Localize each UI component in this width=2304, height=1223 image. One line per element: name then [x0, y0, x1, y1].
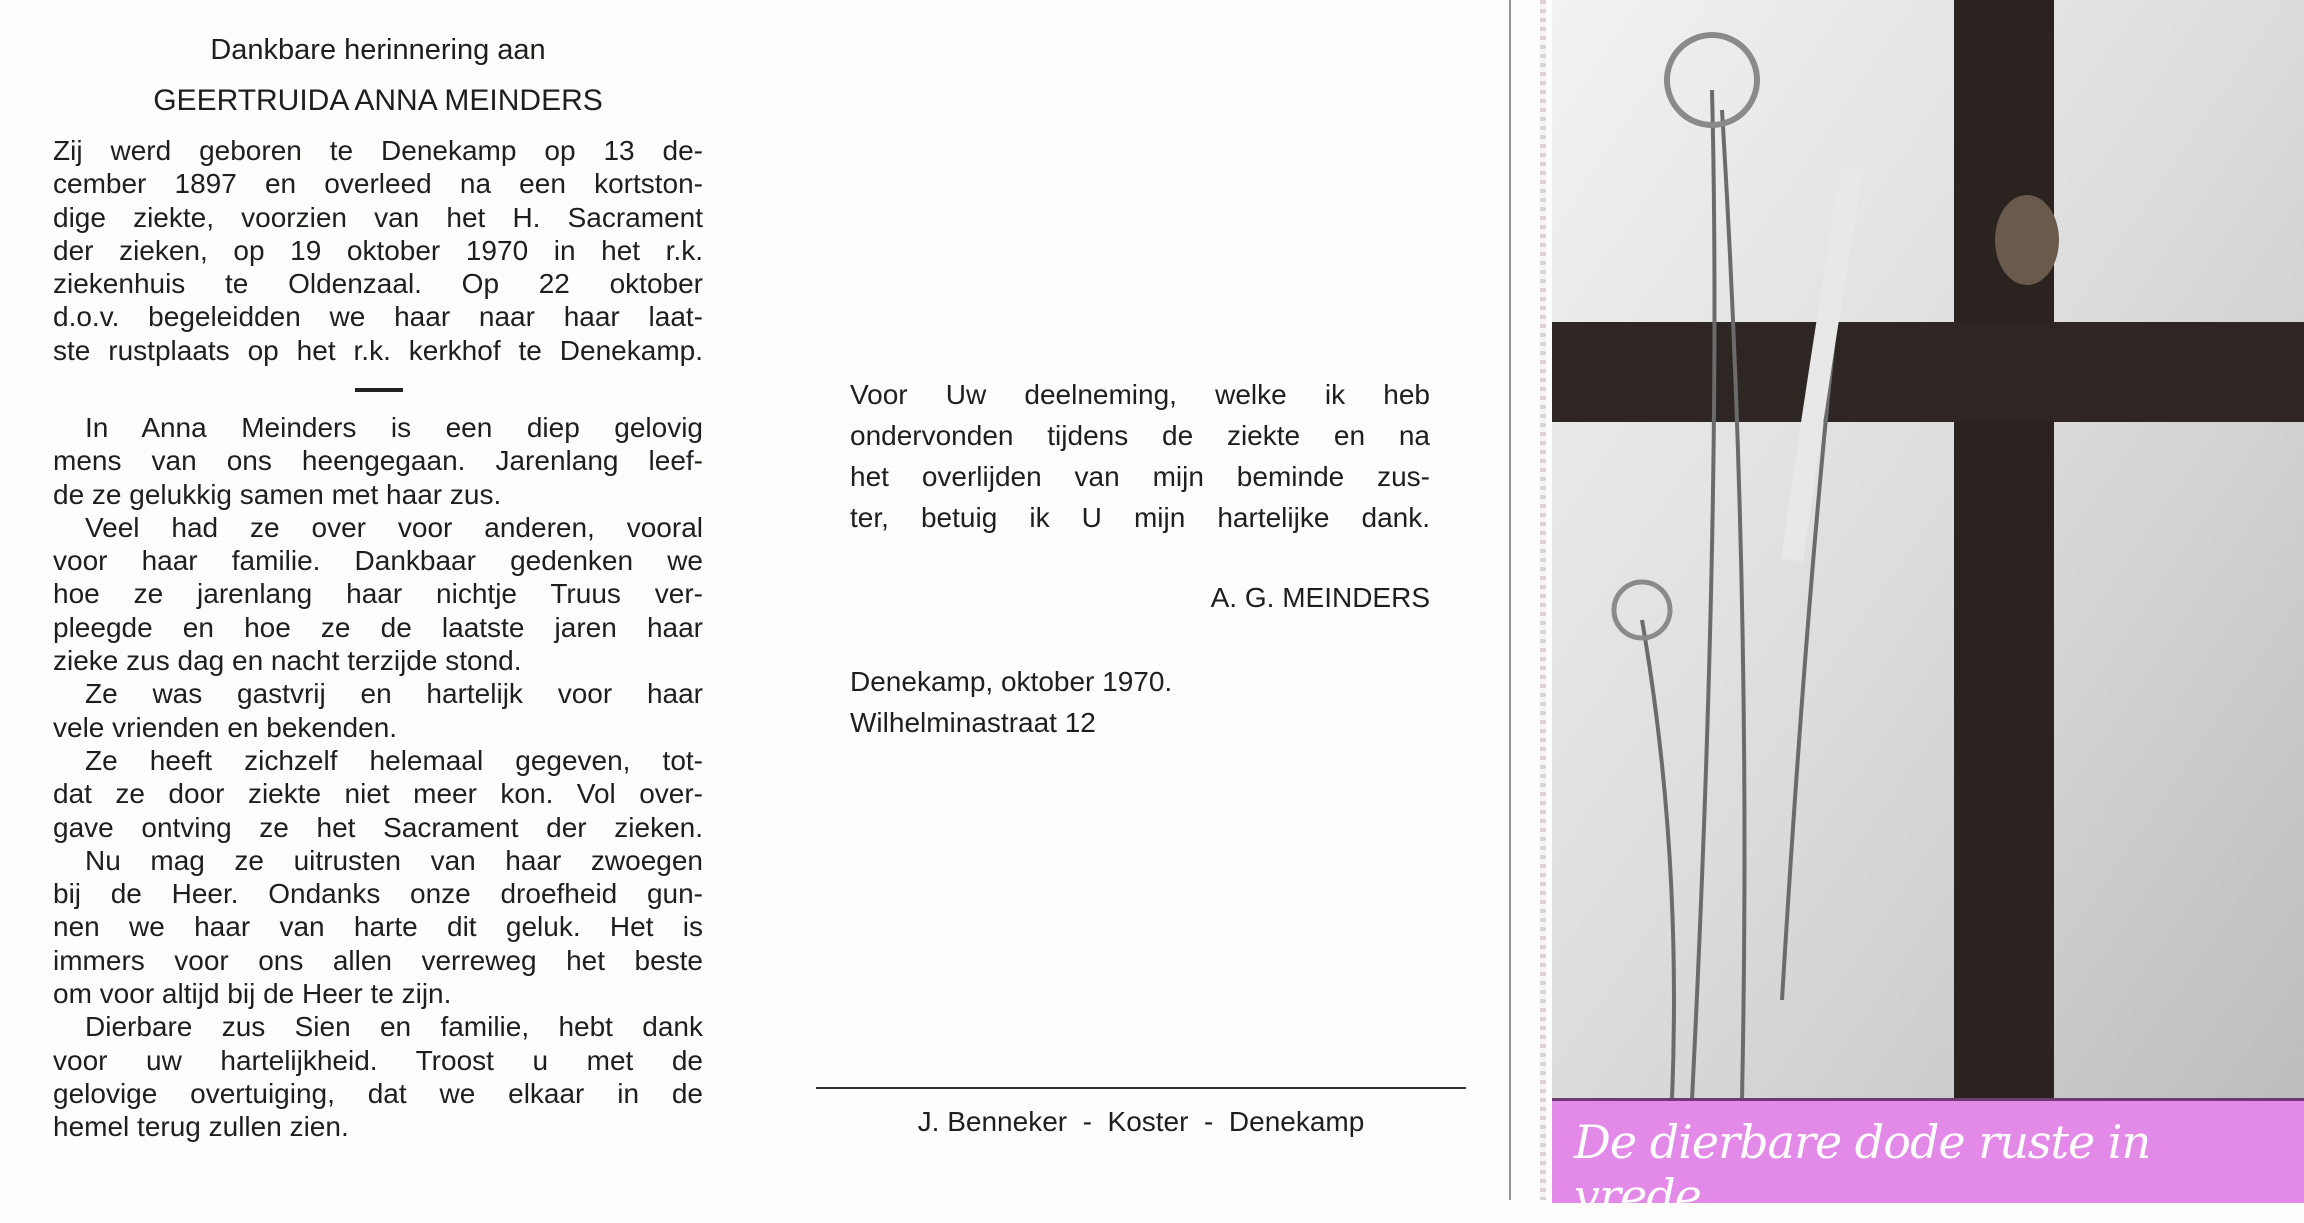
text-line: d.o.v. begeleidden we haar naar haar laat- — [53, 301, 703, 333]
text-line: In Anna Meinders is een diep gelovig — [85, 412, 703, 443]
text-line: hemel terug zullen zien. — [53, 1111, 349, 1143]
text-line: immers voor ons allen verreweg het beste — [53, 944, 703, 976]
cross-vertical-beam — [1954, 0, 2054, 1100]
text-line: nen we haar van harte dit geluk. Het is — [53, 911, 703, 943]
text-line: vele vrienden en bekenden. — [53, 711, 398, 743]
text-line: Zij werd geboren te Denekamp op 13 de- — [53, 135, 703, 166]
thanks-paragraph — [850, 374, 1430, 538]
printer-credit: J. Benneker - Koster - Denekamp — [917, 1106, 1365, 1137]
text-line: ste rustplaats op het r.k. kerkhof te Denekamp. — [53, 334, 703, 366]
text-line: cember 1897 en overleed na een kortston- — [53, 168, 703, 200]
text-line: gave ontving ze het Sacrament der zieken. — [53, 811, 703, 843]
eulogy-text — [53, 411, 703, 1144]
text-line: om voor altijd bij de Heer te zijn. — [53, 978, 452, 1010]
text-line: ondervonden tijdens de ziekte en na — [850, 420, 1430, 451]
text-line: Voor Uw deelneming, welke ik heb — [850, 379, 1430, 410]
place-date: Denekamp, oktober 1970. — [850, 666, 1173, 697]
signature: A. G. MEINDERS — [1210, 582, 1430, 613]
text-line: Veel had ze over voor anderen, vooral — [85, 511, 703, 543]
text-line: Ze heeft zichzelf helemaal gegeven, tot- — [85, 744, 703, 776]
text-line: voor haar familie. Dankbaar gedenken we — [53, 545, 703, 577]
text-line: ter, betuig ik U mijn hartelijke dank. — [850, 502, 1430, 533]
text-line: gelovige overtuiging, dat we elkaar in de — [53, 1077, 703, 1109]
corpus-head — [1995, 195, 2059, 285]
text-line: mens van ons heengegaan. Jarenlang leef- — [53, 445, 703, 477]
text-line: Dierbare zus Sien en familie, hebt dank — [85, 1011, 703, 1043]
text-line: het overlijden van mijn beminde zus- — [850, 461, 1430, 492]
cross-horizontal-beam — [1552, 322, 2304, 422]
card-fold-line — [1509, 0, 1511, 1200]
text-line: bij de Heer. Ondanks onze droefheid gun- — [53, 878, 703, 910]
separator-dash — [355, 388, 403, 392]
address: Wilhelminastraat 12 — [850, 707, 1096, 738]
deceased-name: GEERTRUIDA ANNA MEINDERS — [153, 84, 603, 117]
text-line: Ze was gastvrij en hartelijk voor haar — [85, 678, 703, 710]
biography-paragraph — [53, 134, 703, 367]
text-line: Nu mag ze uitrusten van haar zwoegen — [85, 844, 703, 876]
heading: Dankbare herinnering aan — [210, 34, 546, 66]
text-line: pleegde en hoe ze de laatste jaren haar — [53, 611, 703, 643]
text-line: zieke zus dag en nacht terzijde stond. — [53, 645, 522, 677]
text-line: voor uw hartelijkheid. Troost u met de — [53, 1044, 703, 1076]
text-line: de ze gelukkig samen met haar zus. — [53, 478, 502, 510]
memorial-banner — [1552, 1098, 2304, 1223]
text-line: der zieken, op 19 oktober 1970 in het r.k. — [53, 234, 703, 266]
text-line: hoe ze jarenlang haar nichtje Truus ver- — [53, 578, 703, 610]
text-line: dat ze door ziekte niet meer kon. Vol over- — [53, 778, 703, 810]
crucifix-image — [1552, 0, 2304, 1100]
banner-text: De dierbare dode ruste in vrede. — [1574, 1115, 2151, 1223]
text-line: dige ziekte, voorzien van het H. Sacrament — [53, 201, 703, 233]
text-line: ziekenhuis te Oldenzaal. Op 22 oktober — [53, 268, 703, 300]
footer-rule — [816, 1087, 1466, 1089]
card-edge — [1540, 0, 1546, 1200]
crucifix-photo — [1552, 0, 2304, 1100]
